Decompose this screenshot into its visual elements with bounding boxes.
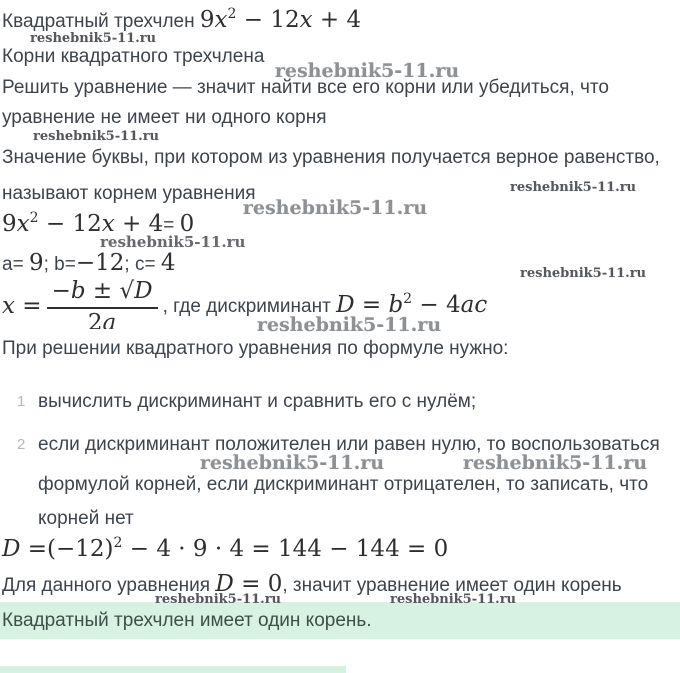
fraction-denominator: [47, 309, 158, 329]
text-part: ;: [43, 254, 55, 275]
subtitle-line: Корни квадратного трехчлена: [2, 46, 265, 67]
text-part: 0: [179, 211, 195, 237]
list-item-2-text-line-2: формулой корней, если дискриминант отрицателен, то записать, что: [38, 474, 649, 495]
watermark-text: reshebnik5-11.ru: [520, 266, 647, 281]
text-part: − 12: [236, 7, 300, 33]
text-part: x: [214, 7, 228, 33]
list-item-2-text-line-1: если дискриминант положителен или равен нулю, то воспользоваться: [38, 434, 660, 455]
watermark-text: reshebnik5-11.ru: [30, 31, 157, 46]
definition-line-4: называют корнем уравнения: [2, 183, 256, 204]
text-part: ±: [85, 278, 120, 304]
text-part: D: [134, 278, 153, 304]
text-part: − 4: [412, 292, 461, 318]
text-part: (−12): [47, 536, 114, 562]
text-part: Квадратный трехчлен: [2, 11, 200, 32]
text-part: c=: [134, 254, 161, 275]
text-part: −: [51, 278, 71, 304]
text-part: x: [101, 211, 115, 237]
text-part: a=: [2, 254, 29, 275]
text-part: =: [20, 536, 48, 562]
watermark-text: reshebnik5-11.ru: [463, 452, 648, 474]
text-part: b=: [54, 254, 76, 275]
equation-quadratic: [2, 211, 194, 237]
discriminant-definition: [162, 291, 488, 320]
list-item-1-number: 1: [17, 393, 26, 410]
discriminant-calculation: [2, 536, 448, 562]
formula-lhs: [2, 293, 42, 321]
text-part: =: [14, 293, 42, 319]
title-line: [2, 7, 361, 33]
watermark-text: reshebnik5-11.ru: [200, 452, 385, 474]
text-part: 4: [160, 250, 176, 276]
procedure-intro-line: При решении квадратного уравнения по формуле нужно:: [2, 338, 509, 359]
text-part: 2: [113, 535, 123, 551]
text-part: + 4: [312, 7, 362, 33]
text-part: x: [16, 211, 30, 237]
watermark-text: reshebnik5-11.ru: [100, 233, 246, 251]
text-part: , значит уравнение имеет один корень: [282, 575, 622, 596]
text-part: + 4: [114, 211, 164, 237]
definition-line-2: уравнение не имеет ни одного корня: [2, 107, 327, 128]
watermark-text: reshebnik5-11.ru: [243, 197, 428, 219]
text-part: x: [2, 293, 15, 319]
text-part: D: [215, 571, 234, 597]
conclusion-line: [2, 571, 622, 597]
text-part: =: [163, 215, 180, 236]
text-part: , где дискриминант: [162, 296, 337, 317]
text-part: =: [354, 292, 389, 318]
text-part: b: [70, 278, 86, 304]
text-part: x: [299, 7, 313, 33]
fraction: [47, 278, 158, 329]
next-section-strip: [0, 666, 346, 673]
text-part: b: [388, 292, 404, 318]
watermark-text: reshebnik5-11.ru: [33, 129, 160, 144]
text-part: − 12: [38, 211, 102, 237]
text-part: D: [2, 536, 21, 562]
watermark-text: reshebnik5-11.ru: [275, 60, 460, 82]
text-part: − 4 · 9 · 4 = 144 − 144 = 0: [122, 536, 449, 562]
coefficients-line: [2, 250, 175, 276]
watermark-text: reshebnik5-11.ru: [390, 592, 517, 607]
answer-highlight: Квадратный трехчлен имеет один корень.: [0, 602, 680, 639]
text-part: 2: [87, 310, 103, 329]
text-part: 9: [199, 7, 215, 33]
text-part: 9: [28, 250, 44, 276]
text-part: = 0: [233, 571, 283, 597]
watermark-text: reshebnik5-11.ru: [510, 180, 637, 195]
roots-formula-line: [2, 278, 487, 329]
text-part: 2: [403, 291, 413, 307]
text-part: c: [474, 292, 488, 318]
text-part: a: [460, 292, 475, 318]
text-part: 9: [2, 211, 17, 237]
text-part: 2: [227, 6, 237, 22]
definition-line-3: Значение буквы, при котором из уравнения получается верное равенство,: [2, 147, 660, 168]
text-part: ;: [124, 254, 135, 275]
text-part: Для данного уравнения: [2, 575, 216, 596]
list-item-1-text: вычислить дискриминант и сравнить его с нулём;: [38, 391, 477, 412]
text-part: a: [102, 310, 117, 329]
definition-line-1: Решить уравнение — значит найти все его корни или убедиться, что: [2, 77, 609, 98]
text-part: √: [119, 278, 135, 304]
fraction-numerator: [47, 278, 158, 309]
watermark-text: reshebnik5-11.ru: [257, 314, 442, 336]
text-part: −12: [75, 250, 125, 276]
list-item-2-number: 2: [17, 436, 26, 453]
watermark-text: reshebnik5-11.ru: [155, 592, 282, 607]
list-item-2-text-line-3: корней нет: [38, 508, 134, 529]
text-part: 2: [29, 210, 39, 226]
text-part: D: [336, 292, 355, 318]
